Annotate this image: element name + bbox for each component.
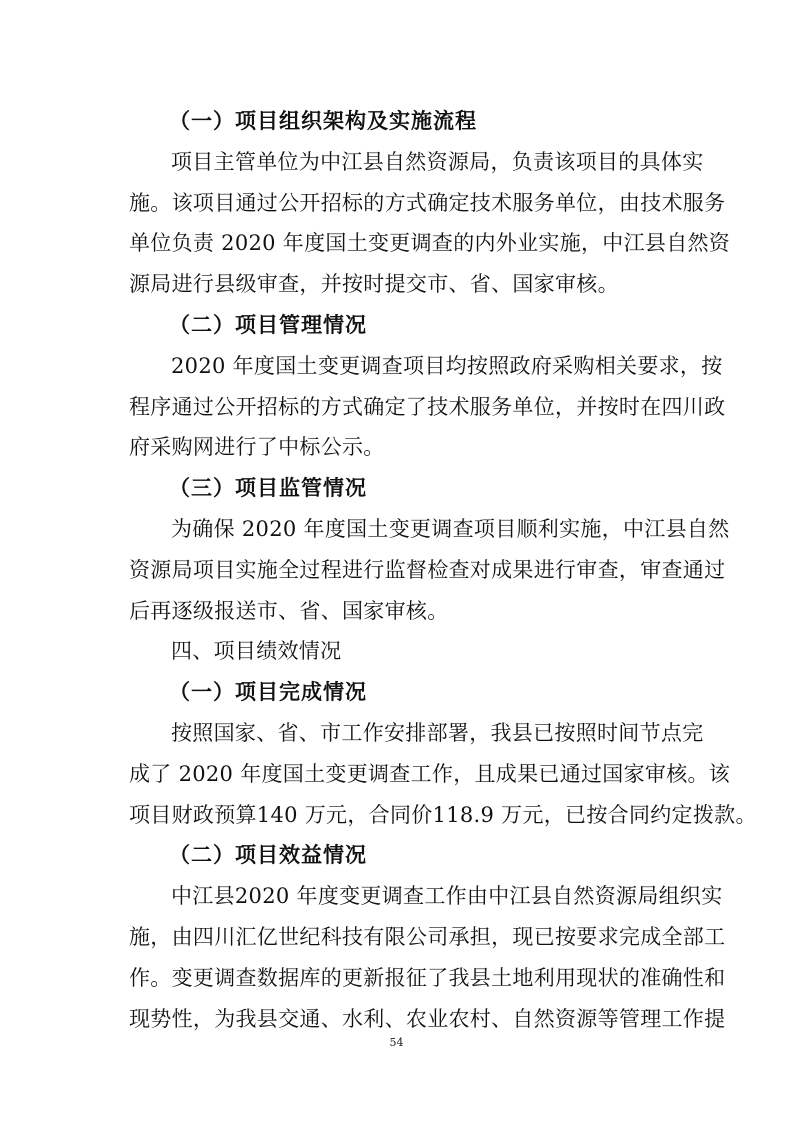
paragraph-line: 2020 年度国土变更调查项目均按照政府采购相关要求，按: [171, 353, 723, 378]
paragraph-line: 作。变更调查数据库的更新报征了我县土地利用现状的准确性和: [129, 965, 726, 990]
paragraph-line: 按照国家、省、市工作安排部署，我县已按照时间节点完: [171, 720, 704, 745]
paragraph-line: 为确保 2020 年度国土变更调查项目顺利实施，中江县自然: [171, 516, 730, 541]
section-heading-benefits: （二）项目效益情况: [169, 843, 367, 868]
page-number: 54: [389, 1036, 404, 1049]
paragraph-line: 程序通过公开招标的方式确定了技术服务单位，并按时在四川政: [129, 394, 726, 419]
section-heading-supervision: （三）项目监管情况: [169, 476, 367, 501]
paragraph-line: 项目财政预算140 万元，合同价118.9 万元，已按合同约定拨款。: [129, 802, 757, 827]
paragraph-line: 府采购网进行了中标公示。: [129, 435, 385, 460]
paragraph-line: 现势性，为我县交通、水利、农业农村、自然资源等管理工作提: [129, 1006, 726, 1031]
paragraph-line: 源局进行县级审查，并按时提交市、省、国家审核。: [129, 272, 619, 297]
paragraph-line: 施，由四川汇亿世纪科技有限公司承担，现已按要求完成全部工: [129, 924, 726, 949]
section-heading-completion: （一）项目完成情况: [169, 680, 367, 705]
paragraph-line: 中江县2020 年度变更调查工作由中江县自然资源局组织实: [171, 884, 723, 909]
section-heading-org-structure: （一）项目组织架构及实施流程: [169, 109, 477, 133]
chapter-heading-performance: 四、项目绩效情况: [171, 639, 342, 664]
paragraph-line: 资源局项目实施全过程进行监督检查对成果进行审查，审查通过: [129, 557, 726, 582]
paragraph-line: 后再逐级报送市、省、国家审核。: [129, 598, 449, 623]
paragraph-line: 单位负责 2020 年度国土变更调查的内外业实施，中江县自然资: [129, 231, 731, 256]
document-body: [129, 101, 757, 1039]
section-heading-management: （二）项目管理情况: [169, 312, 367, 337]
paragraph-line: 施。该项目通过公开招标的方式确定技术服务单位，由技术服务: [129, 190, 726, 215]
paragraph-line: 成了 2020 年度国土变更调查工作，且成果已通过国家审核。该: [129, 761, 731, 786]
paragraph-line: 项目主管单位为中江县自然资源局，负责该项目的具体实: [171, 149, 704, 174]
